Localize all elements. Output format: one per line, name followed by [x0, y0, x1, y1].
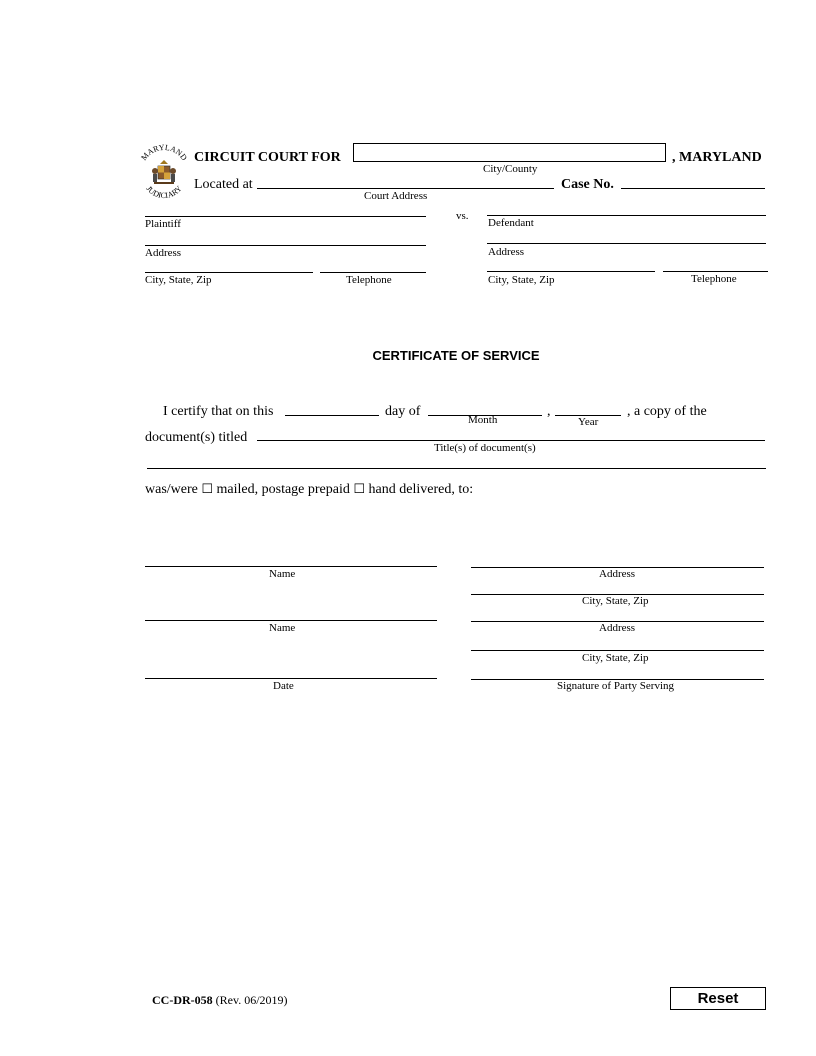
document-title-field-2[interactable]: [147, 468, 766, 469]
form-number: CC-DR-058: [152, 993, 213, 1007]
seal-text-bottom: JUDICIARY: [144, 184, 184, 201]
date-caption: Date: [273, 680, 294, 692]
defendant-address-field[interactable]: [487, 243, 766, 244]
month-caption: Month: [468, 414, 498, 426]
signature-caption: Signature of Party Serving: [557, 680, 675, 692]
defendant-caption: Defendant: [488, 217, 534, 229]
hand-delivered-checkbox[interactable]: ☐: [353, 482, 366, 497]
certify-text: I certify that on this: [163, 404, 274, 419]
year-caption: Year: [578, 416, 599, 428]
recipient-name-caption-1: Name: [269, 568, 296, 580]
court-address-field[interactable]: [257, 188, 554, 189]
defendant-address-caption: Address: [488, 246, 525, 258]
was-were-line: [145, 482, 473, 498]
day-field[interactable]: [285, 415, 379, 416]
defendant-city-caption: City, State, Zip: [488, 274, 555, 286]
case-no-field[interactable]: [621, 188, 765, 189]
document-title: CERTIFICATE OF SERVICE: [372, 348, 540, 363]
recipient-name-caption-2: Name: [269, 622, 296, 634]
vs-label: vs.: [456, 210, 469, 222]
plaintiff-city-caption: City, State, Zip: [145, 274, 212, 286]
recipient-city-caption-2: City, State, Zip: [582, 652, 649, 664]
recipient-address-caption-2: Address: [599, 622, 636, 634]
recipient-address-caption-1: Address: [599, 568, 636, 580]
form-id: [152, 993, 288, 1008]
seal-text-top: MARYLAND: [139, 142, 189, 163]
court-title: CIRCUIT COURT FOR: [194, 150, 341, 165]
mailed-checkbox[interactable]: ☐: [201, 482, 214, 497]
maryland-judiciary-seal: [136, 142, 192, 202]
plaintiff-phone-caption: Telephone: [346, 274, 392, 286]
svg-text:JUDICIARY: [144, 184, 183, 200]
plaintiff-name-field[interactable]: [145, 216, 426, 217]
plaintiff-address-caption: Address: [145, 247, 182, 259]
mailed-text: mailed, postage prepaid: [216, 482, 350, 497]
was-were-text: was/were: [145, 482, 198, 497]
recipient-city-field-2[interactable]: [471, 650, 764, 651]
located-at-label: Located at: [194, 177, 253, 192]
plaintiff-caption: Plaintiff: [145, 218, 181, 230]
defendant-name-field[interactable]: [487, 215, 766, 216]
document-title-field-1[interactable]: [257, 440, 765, 441]
case-no-label: Case No.: [561, 177, 614, 192]
titles-caption: Title(s) of document(s): [434, 442, 536, 454]
comma-text: ,: [547, 404, 551, 419]
document-titled-text: document(s) titled: [145, 430, 248, 445]
plaintiff-city-field[interactable]: [145, 272, 313, 273]
form-revision: (Rev. 06/2019): [215, 993, 288, 1007]
state-label: , MARYLAND: [672, 150, 762, 165]
date-field[interactable]: [145, 678, 437, 679]
hand-delivered-text: hand delivered, to:: [368, 482, 474, 497]
county-caption: City/County: [483, 163, 538, 175]
copy-of-text: , a copy of the: [627, 404, 707, 419]
recipient-name-field-1[interactable]: [145, 566, 437, 567]
defendant-phone-field[interactable]: [663, 271, 768, 272]
day-of-text: day of: [385, 404, 421, 419]
plaintiff-phone-field[interactable]: [320, 272, 426, 273]
plaintiff-address-field[interactable]: [145, 245, 426, 246]
svg-text:MARYLAND: [139, 143, 189, 162]
county-input[interactable]: [353, 143, 666, 162]
reset-button[interactable]: Reset: [670, 987, 766, 1010]
recipient-name-field-2[interactable]: [145, 620, 437, 621]
defendant-phone-caption: Telephone: [691, 273, 737, 285]
court-address-caption: Court Address: [364, 190, 428, 202]
recipient-city-caption-1: City, State, Zip: [582, 595, 649, 607]
defendant-city-field[interactable]: [487, 271, 655, 272]
